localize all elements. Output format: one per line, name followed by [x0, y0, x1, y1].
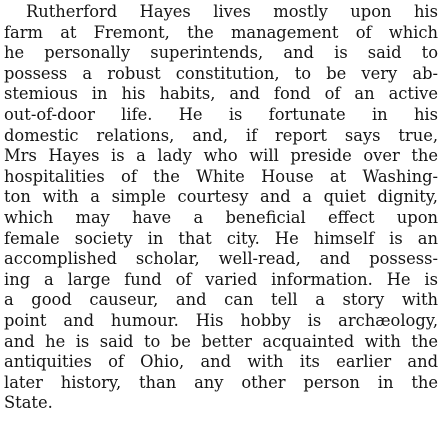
text-line: he personally superintends, and is said to	[4, 43, 438, 63]
text-line: domestic relations, and, if report says true,	[4, 125, 438, 145]
article-paragraph	[4, 2, 438, 414]
text-line: a good causeur, and can tell a story with	[4, 290, 438, 310]
text-line: antiquities of Ohio, and with its earlier and	[4, 352, 438, 372]
text-line: State.	[4, 393, 53, 413]
text-line: accomplished scholar, well-read, and possess-	[4, 249, 438, 269]
text-line: point and humour. His hobby is archæology,	[4, 310, 438, 330]
text-line: and he is said to be better acquainted with the	[4, 331, 438, 351]
text-line: Rutherford Hayes lives mostly upon his	[26, 2, 438, 21]
text-line: which may have a beneficial effect upon	[4, 207, 438, 227]
text-line: out-of-door life. He is fortunate in his	[4, 104, 438, 124]
text-line: hospitalities of the White House at Washing-	[4, 166, 438, 186]
text-line: female society in that city. He himself is an	[4, 228, 438, 248]
text-line: later history, than any other person in the	[4, 372, 438, 392]
text-line: ing a large fund of varied information. He is	[4, 269, 438, 289]
text-line: ton with a simple courtesy and a quiet dignity,	[4, 187, 438, 207]
text-line: possess a robust constitution, to be very ab-	[4, 63, 438, 83]
newspaper-clipping	[4, 2, 438, 444]
text-line: farm at Fremont, the management of which	[4, 22, 438, 42]
text-line: stemious in his habits, and fond of an active	[4, 84, 438, 104]
text-line: Mrs Hayes is a lady who will preside over the	[4, 146, 438, 166]
